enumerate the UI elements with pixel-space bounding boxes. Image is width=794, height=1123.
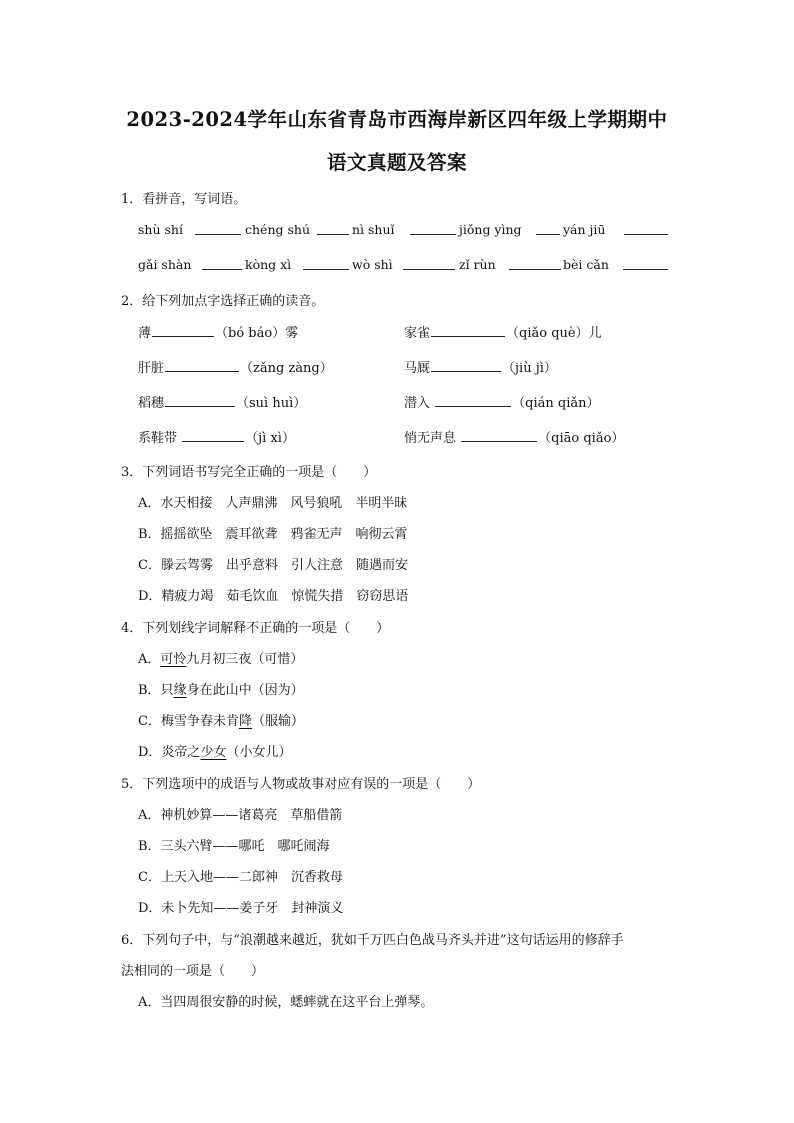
q3-stem: 3．下列词语书写完全正确的一项是（ ） — [121, 465, 377, 480]
q4-stem: 4．下列划线字词解释不正确的一项是（ ） — [121, 621, 390, 636]
answer-blank[interactable] — [202, 258, 242, 270]
answer-blank[interactable] — [435, 395, 511, 407]
answer-blank[interactable] — [303, 258, 349, 270]
answer-blank[interactable] — [317, 223, 349, 235]
q2-item: 肝脏 （zǎng zàng） — [138, 361, 333, 376]
underlined-word: 降 — [238, 714, 252, 729]
q6-stem-line-2: 法相同的一项是（ ） — [121, 964, 265, 979]
answer-blank[interactable] — [431, 360, 501, 372]
q6-option-a[interactable]: A．当四周很安静的时候，蟋蟀就在这平台上弹琴。 — [138, 995, 434, 1010]
q1-stem: 1．看拼音，写词语。 — [121, 192, 247, 207]
answer-blank[interactable] — [624, 223, 668, 235]
answer-blank[interactable] — [431, 325, 505, 337]
q4-option-a[interactable]: A．可怜九月初三夜（可惜） — [138, 652, 304, 667]
q4-option-c[interactable]: C．梅雪争春未肯降（服输） — [138, 714, 304, 729]
q4-option-d[interactable]: D．炎帝之少女（小女儿） — [138, 745, 292, 760]
q6-stem-line-1: 6．下列句子中，与“浪潮越来越近，犹如千万匹白色战马齐头并进”这句话运用的修辞手 — [121, 933, 624, 948]
q2-item: 潜入 （qián qiǎn） — [404, 396, 600, 411]
q5-option-a[interactable]: A．神机妙算——诸葛亮 草船借箭 — [138, 808, 343, 823]
answer-blank[interactable] — [195, 223, 241, 235]
page-title-line-2: 语文真题及答案 — [326, 151, 467, 174]
q4-option-b[interactable]: B．只缘身在此山中（因为） — [138, 683, 304, 698]
q5-option-d[interactable]: D．未卜先知——姜子牙 封神演义 — [138, 901, 344, 916]
answer-blank[interactable] — [403, 258, 455, 270]
q3-option-c[interactable]: C．滕云驾雾 出乎意料 引人注意 随遇而安 — [138, 558, 408, 573]
q2-stem: 2．给下列加点字选择正确的读音。 — [121, 294, 325, 309]
pinyin-item: nì shuǐ — [352, 222, 395, 237]
q2-item: 悄无声息 （qiāo qiǎo） — [404, 431, 625, 446]
answer-blank[interactable] — [152, 325, 214, 337]
pinyin-item: yán jiū — [563, 222, 606, 237]
page-title-line-1: 2023-2024学年山东省青岛市西海岸新区四年级上学期期中 — [126, 108, 668, 131]
q3-option-a[interactable]: A．水天相接 人声鼎沸 风号狼吼 半明半昧 — [138, 496, 408, 511]
pinyin-item: bèi cǎn — [563, 257, 609, 272]
q3-option-b[interactable]: B．摇摇欲坠 震耳欲聋 鸦雀无声 响彻云霄 — [138, 527, 408, 542]
answer-blank[interactable] — [461, 430, 537, 442]
pinyin-item: jiǒng yìng — [459, 222, 522, 237]
answer-blank[interactable] — [509, 258, 561, 270]
pinyin-item: chéng shú — [245, 222, 310, 237]
answer-blank[interactable] — [536, 223, 560, 235]
pinyin-item: kòng xì — [245, 257, 292, 272]
q5-option-c[interactable]: C．上天入地——二郎神 沉香救母 — [138, 870, 343, 885]
q3-option-d[interactable]: D．精疲力竭 茹毛饮血 惊慌失措 窃窃思语 — [138, 589, 409, 604]
answer-blank[interactable] — [165, 360, 239, 372]
q2-item: 马厩 （jiù jì） — [404, 361, 557, 376]
answer-blank[interactable] — [182, 430, 244, 442]
underlined-word: 缘 — [173, 683, 187, 698]
pinyin-item: shù shí — [138, 222, 183, 237]
pinyin-item: gǎi shàn — [138, 257, 192, 272]
q5-stem: 5．下列选项中的成语与人物或故事对应有误的一项是（ ） — [121, 777, 481, 792]
q5-option-b[interactable]: B．三头六臂——哪吒 哪吒闹海 — [138, 839, 330, 854]
underlined-word: 少女 — [200, 745, 227, 760]
underlined-word: 可怜 — [160, 652, 187, 667]
pinyin-item: wò shì — [352, 257, 393, 272]
answer-blank[interactable] — [410, 223, 456, 235]
q2-item: 薄 （bó báo）雾 — [138, 326, 299, 341]
q2-item: 家雀 （qiǎo què）儿 — [404, 326, 602, 341]
answer-blank[interactable] — [165, 395, 235, 407]
q2-item: 系鞋带 （jì xì） — [138, 431, 295, 446]
answer-blank[interactable] — [623, 258, 668, 270]
q2-item: 稻穗 （suì huì） — [138, 396, 307, 411]
pinyin-item: zǐ rùn — [459, 257, 496, 272]
